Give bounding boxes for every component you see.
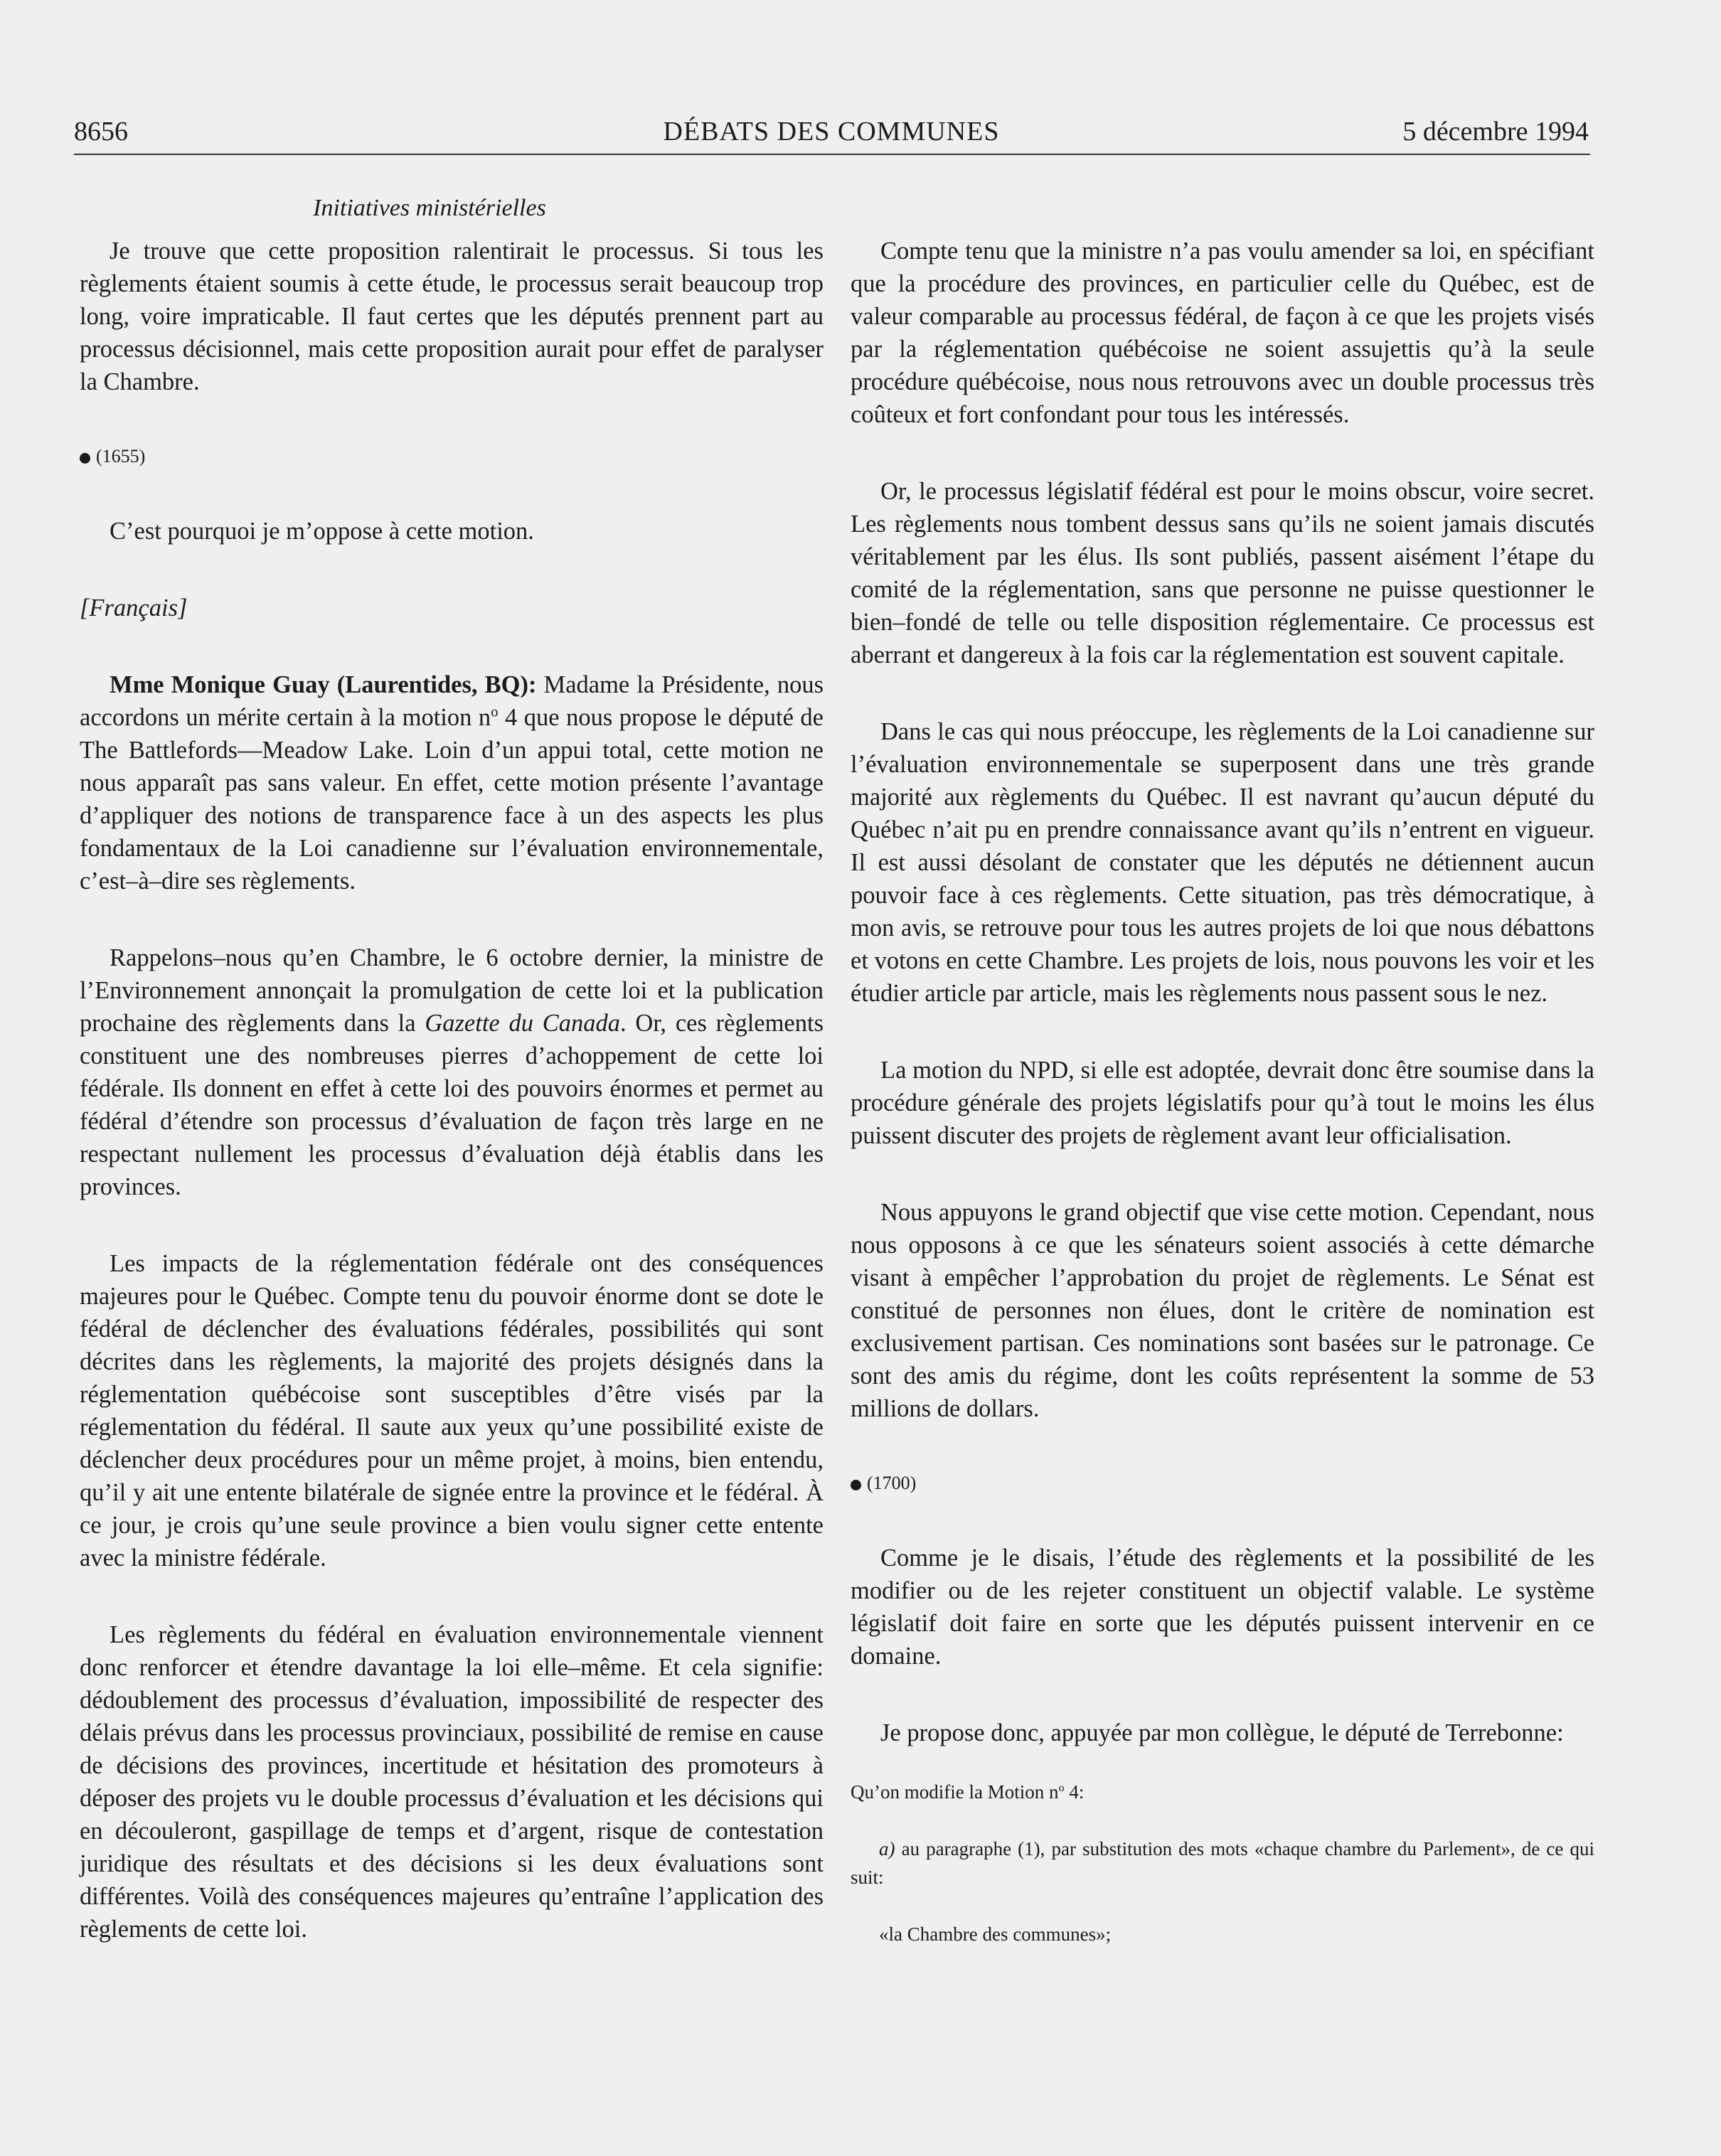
amendment-item [851, 1835, 1594, 1891]
italic-text: a) [879, 1838, 895, 1859]
italic-text: Gazette du Canada [425, 1010, 621, 1037]
paragraph: Comme je le disais, l’étude des règlements et la possibilité de les modifier ou de les rejeter constituent un objectif valable. Le système législatif doit faire en sorte que les députés puissent intervenir en ce domaine. [851, 1544, 1594, 1670]
text-run: Madame la Présidente, nous accordons un mérite certain à la motion n [80, 671, 824, 731]
text-run: au paragraphe (1), par substitution des mots «chaque chambre du Parlement», de ce qui suit: [851, 1838, 1594, 1888]
page-header [74, 114, 1589, 164]
time-marker [851, 1469, 1594, 1498]
paragraph: Nous appuyons le grand objectif que vise cette motion. Cependant, nous nous opposons à ce que les sénateurs soient associés à cette démarche visant à empêcher l’approbation du projet de règlements. Le Sénat est constitué de personnes non élues, dont le critère de nomination est exclusivement partisan. Ces nominations sont basées sur le patronage. Ce sont des amis du régime, dont les coûts représentent la somme de 53 millions de dollars. [851, 1199, 1594, 1422]
language-tag: [Français] [80, 594, 188, 621]
bullet-icon [80, 453, 90, 464]
paragraph: Les règlements du fédéral en évaluation environnementale viennent donc renforcer et étendre davantage la loi elle–même. Et cela signifie: dédoublement des processus d’évaluation, impossibilité de respecter des délais prévus dans les processus provinciaux, possibilité de remise en cause de décisions des provinces, incertitude et hésitation des promoteurs à déposer des projets vu le double processus d’évaluation et les décisions qui en découleront, gaspillage de temps et d’argent, risque de contestation juridique des résultats et des décisions si les deux évaluations sont différentes. Voilà des conséquences majeures qu’entraîne l’application des règlements de cette loi. [80, 1621, 824, 1943]
paragraph [80, 668, 824, 897]
amendment-quote: «la Chambre des communes»; [879, 1923, 1112, 1945]
paragraph: Les impacts de la réglementation fédérale ont des conséquences majeures pour le Québec. Compte tenu du pouvoir énorme dont se dote le fédéral de déclencher des évaluations fédérales, possibilités qui sont décrites dans les règlements, la majorité des projets désignés dans la réglementation québécoise sont susceptibles d’être visés par la réglementation du fédéral. Il saute aux yeux qu’une possibilité existe de déclencher deux procédures pour un même projet, à moins, bien entendu, qu’il y ait une entente bilatérale de signée entre la province et le fédéral. À ce jour, je crois qu’une seule province a bien voulu signer cette entente avec la ministre fédérale. [80, 1250, 824, 1571]
bullet-icon [851, 1480, 861, 1490]
paragraph: C’est pourquoi je m’oppose à cette motion. [110, 518, 534, 545]
publication-title: DÉBATS DES COMMUNES [663, 117, 1000, 146]
left-column [80, 235, 824, 1990]
page-number: 8656 [74, 117, 128, 146]
paragraph: La motion du NPD, si elle est adoptée, devrait donc être soumise dans la procédure générale des projets législatifs pour qu’à tout le moins les élus puissent discuter des projets de règlement avant leur officialisation. [851, 1057, 1594, 1149]
amendment-intro [851, 1778, 1594, 1806]
text-run: Qu’on modifie la Motion n [851, 1781, 1059, 1803]
superscript: o [1058, 1781, 1065, 1794]
paragraph: Compte tenu que la ministre n’a pas voulu amender sa loi, en spécifiant que la procédure des provinces, en particulier celle du Québec, est de valeur comparable au processus fédéral, de façon à ce que les projets visés par la réglementation québécoise ne soient assujettis qu’à la seule procédure québécoise, nous nous retrouvons avec un double processus très coûteux et fort confondant pour tous les intéressés. [851, 238, 1594, 428]
header-rule [74, 154, 1590, 155]
text-run: Rappelons–nous qu’en Chambre, le 6 octobre dernier, la ministre de l’Environnement annonçait la promulgation de cette loi et la publication prochaine des règlements dans la [80, 944, 824, 1037]
superscript: o [491, 704, 499, 720]
paragraph: Je trouve que cette proposition ralentirait le processus. Si tous les règlements étaient soumis à cette étude, le processus serait beaucoup trop long, voire impraticable. Il faut certes que les députés prennent part au processus décisionnel, mais cette proposition aurait pour effet de paralyser la Chambre. [80, 238, 824, 395]
time-marker [80, 442, 824, 471]
paragraph: Or, le processus législatif fédéral est pour le moins obscur, voire secret. Les règlements nous tombent dessus sans qu’ils ne soient jamais discutés véritablement par les élus. Ils sont publiés, passent aisément l’étape du comité de la réglementation, sans que personne ne puisse questionner le bien–fondé de telle ou telle disposition réglementaire. Ce processus est aberrant et dangereux à la fois car la réglementation est souvent capitale. [851, 478, 1594, 668]
paragraph: Je propose donc, appuyée par mon collègue, le député de Terrebonne: [880, 1719, 1564, 1746]
paragraph [80, 941, 824, 1203]
paragraph: Dans le cas qui nous préoccupe, les règlements de la Loi canadienne sur l’évaluation environnementale se superposent dans une très grande majorité aux règlements du Québec. Il est navrant qu’aucun député du Québec n’ait pu en prendre connaissance avant qu’ils n’entrent en vigueur. Il est aussi désolant de constater que les députés ne détiennent aucun pouvoir face à ces règlements. Cette situation, pas très démocratique, à mon avis, se retrouve pour tous les autres projets de loi que nous débattons et votons en cette Chambre. Les projets de lois, nous pouvons les voir et les étudier article par article, mais les règlements nous passent sous le nez. [851, 718, 1594, 1007]
speaker-name: Mme Monique Guay (Laurentides, BQ): [110, 671, 537, 698]
text-run: 4: [1064, 1781, 1085, 1803]
time-marker-text: (1700) [867, 1473, 917, 1493]
publication-date: 5 décembre 1994 [1402, 117, 1589, 146]
section-title: Initiatives ministérielles [313, 195, 546, 221]
text-run: . Or, ces règlements constituent une des nombreuses pierres d’achoppement de cette loi fédérale. Ils donnent en effet à cette loi des pouvoirs énormes et permet au fédéral d’étendre son processus d’évaluation de façon très large en ne respectant nullement les processus d’évaluation déjà établis dans les provinces. [80, 1010, 824, 1200]
text-run: 4 que nous propose le député de The Battlefords—Meadow Lake. Loin d’un appui total, cette motion ne nous apparaît pas sans valeur. En effet, cette motion présente l’avantage d’appliquer des notions de transparence face à un des aspects les plus fondamentaux de la Loi canadienne sur l’évaluation environnementale, c’est–à–dire ses règlements. [80, 704, 824, 895]
time-marker-text: (1655) [96, 446, 146, 466]
right-column [851, 235, 1594, 1977]
